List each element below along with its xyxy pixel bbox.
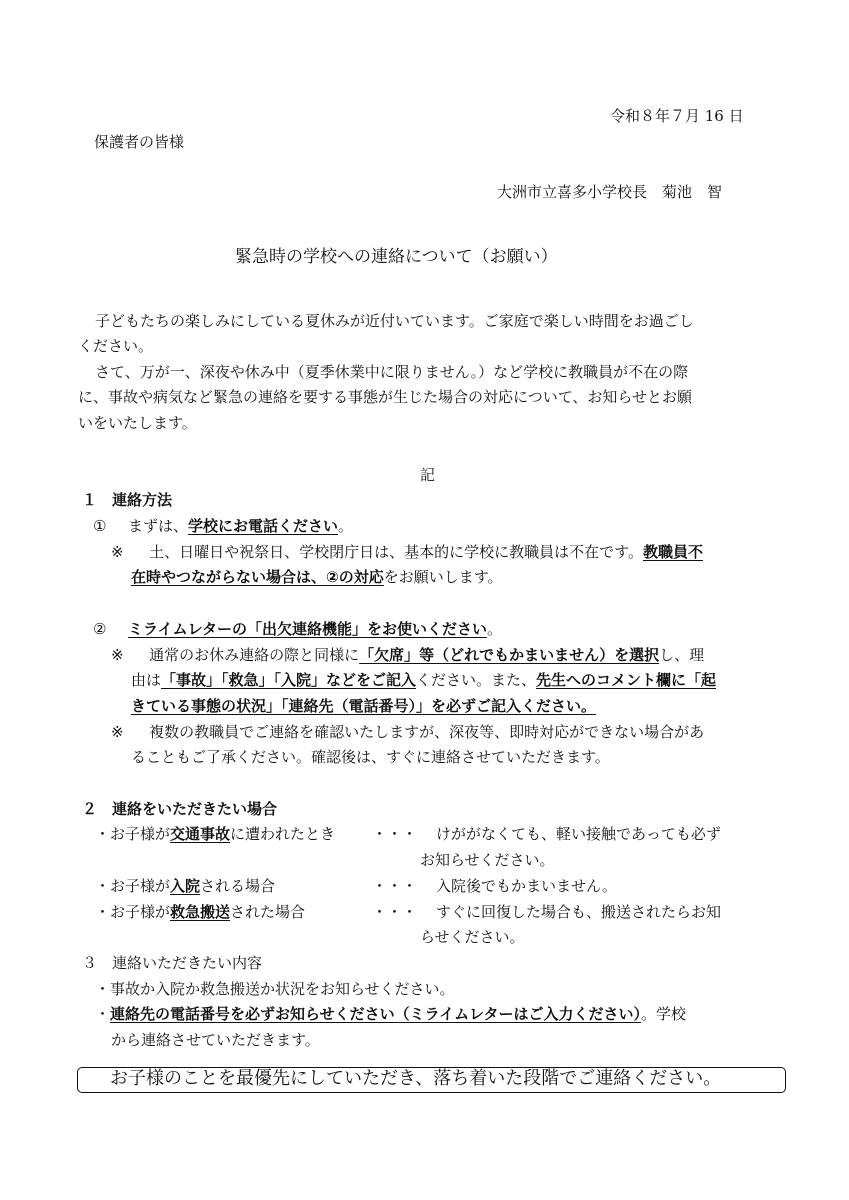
s2-row3-desc1: すぐに回復した場合も、搬送されたらお知 (436, 903, 722, 921)
intro-p1-line2: ください。 (78, 337, 154, 355)
note1-l2-emph2: 先生へのコメント欄に「起 (536, 671, 717, 689)
s3-item2-post: 。学校 (641, 1005, 687, 1023)
note2-l1: 複数の教職員でご連絡を確認いたしますが、深夜等、即時対応ができない場合があ (149, 723, 705, 741)
item1-pre: まずは、 (128, 517, 189, 535)
intro-p2-line1: さて、万が一、深夜や休み中（夏季休業中に限りません。）など学校に教職員が不在の際 (95, 363, 689, 381)
s3-item2-emph: 連絡先の電話番号を必ずお知らせください（ミライムレターはご入力ください） (110, 1005, 642, 1023)
s2-row2-pre: ・お子様が (95, 877, 171, 895)
section1-heading: １ 連絡方法 (82, 491, 173, 509)
item2-note1-line2 (131, 668, 716, 692)
s2-row1-desc2: お知らせください。 (420, 851, 555, 869)
intro-p2-line2: に、事故や病気など緊急の連絡を要する事態が生じた場合の対応について、お知らせとお願 (78, 388, 692, 406)
s3-item1: ・事故か入院か救急搬送か状況をお知らせください。 (95, 980, 455, 998)
note1-l1-plain: 通常のお休み連絡の際と同様に (149, 646, 360, 664)
item1-note-mark: ※ (111, 543, 124, 561)
document-title: 緊急時の学校への連絡について（お願い） (235, 247, 558, 267)
item1-note-emph2: 在時やつながらない場合は、②の対応 (131, 568, 384, 586)
s2-row3-desc2: らせください。 (420, 928, 525, 946)
item2-note1-line3 (131, 694, 596, 718)
item1-note-plain: 土、日曜日や祝祭日、学校閉庁日は、基本的に学校に教職員は不在です。 (149, 543, 643, 561)
item2-post: 。 (486, 620, 502, 638)
s2-row1-post: に遭われたとき (230, 825, 336, 843)
ki-marker: 記 (420, 466, 436, 484)
item1-number: ① (93, 517, 107, 535)
intro-p1-line1: 子どもたちの楽しみにしている夏休みが近付いています。ご家庭で楽しい時間をお過ごし (95, 312, 694, 330)
s2-row2-emph: 入院 (170, 877, 201, 895)
s2-row3-emph: 救急搬送 (170, 903, 231, 921)
s2-row3-dots: ・・・ (372, 903, 418, 921)
item2-note2-line2: ることもご了承ください。確認後は、すぐに連絡させていただきます。 (131, 748, 610, 766)
item2-emph: ミライムレターの「出欠連絡機能」をお使いください (128, 620, 487, 638)
item2-note2-mark: ※ (111, 723, 124, 741)
s3-item2-line2: から連絡させていただきます。 (111, 1031, 320, 1049)
item1-post: 。 (338, 517, 354, 535)
item1-note-plain2: をお願いします。 (383, 568, 503, 586)
item1-note-line2 (131, 565, 503, 589)
s2-row1-desc1: けががなくても、軽い接触であっても必ず (436, 825, 721, 843)
s3-item2-line1 (95, 1002, 686, 1026)
s2-row3-post: された場合 (230, 903, 306, 921)
s2-row1-pre: ・お子様が (95, 825, 171, 843)
s2-row3-pre: ・お子様が (95, 903, 171, 921)
item1-note-line1 (111, 540, 703, 564)
s2-row2-dots: ・・・ (372, 877, 418, 895)
s3-item2-bullet: ・ (95, 1005, 111, 1023)
item2-number: ② (93, 620, 107, 638)
s2-row2-post: される場合 (200, 877, 276, 895)
item1-note-emph: 教職員不 (642, 543, 703, 561)
s2-row3-label (95, 900, 305, 924)
closing-message: お子様のことを最優先にしていただき、落ち着いた段階でご連絡ください。 (110, 1068, 722, 1089)
note1-l2-mid: ください。また、 (416, 671, 537, 689)
section3-heading: ３ 連絡いただきたい内容 (82, 954, 263, 972)
note1-l2-emph: 「事故」「救急」「入院」などをご記入 (161, 671, 417, 689)
note1-l3-emph: きている事態の状況」「連絡先（電話番号）」を必ずご記入ください。 (131, 697, 597, 715)
item2-note2-line1 (111, 720, 704, 744)
document-date: 令和８年７月 16 日 (610, 107, 744, 125)
item2-note1-line1 (111, 643, 704, 667)
section1-item1 (93, 514, 353, 538)
section1-item2 (93, 617, 502, 641)
intro-p2-line3: いをいたします。 (78, 414, 197, 432)
item1-emph: 学校にお電話ください (188, 517, 339, 535)
s2-row1-label (95, 822, 335, 846)
s2-row2-desc1: 入院後でもかまいません。 (436, 877, 617, 895)
item2-note1-mark: ※ (111, 646, 124, 664)
note1-l1-post: し、理 (659, 646, 705, 664)
note1-l1-emph: 「欠席」等（どれでもかまいません）を選択 (359, 646, 660, 664)
s2-row1-emph: 交通事故 (170, 825, 231, 843)
s2-row2-label (95, 874, 275, 898)
section2-heading: ２ 連絡をいただきたい場合 (82, 800, 278, 818)
sender: 大洲市立喜多小学校長 菊池 智 (497, 183, 723, 201)
recipient: 保護者の皆様 (94, 133, 185, 151)
note1-l2-pre: 由は (131, 671, 162, 689)
s2-row1-dots: ・・・ (372, 825, 418, 843)
